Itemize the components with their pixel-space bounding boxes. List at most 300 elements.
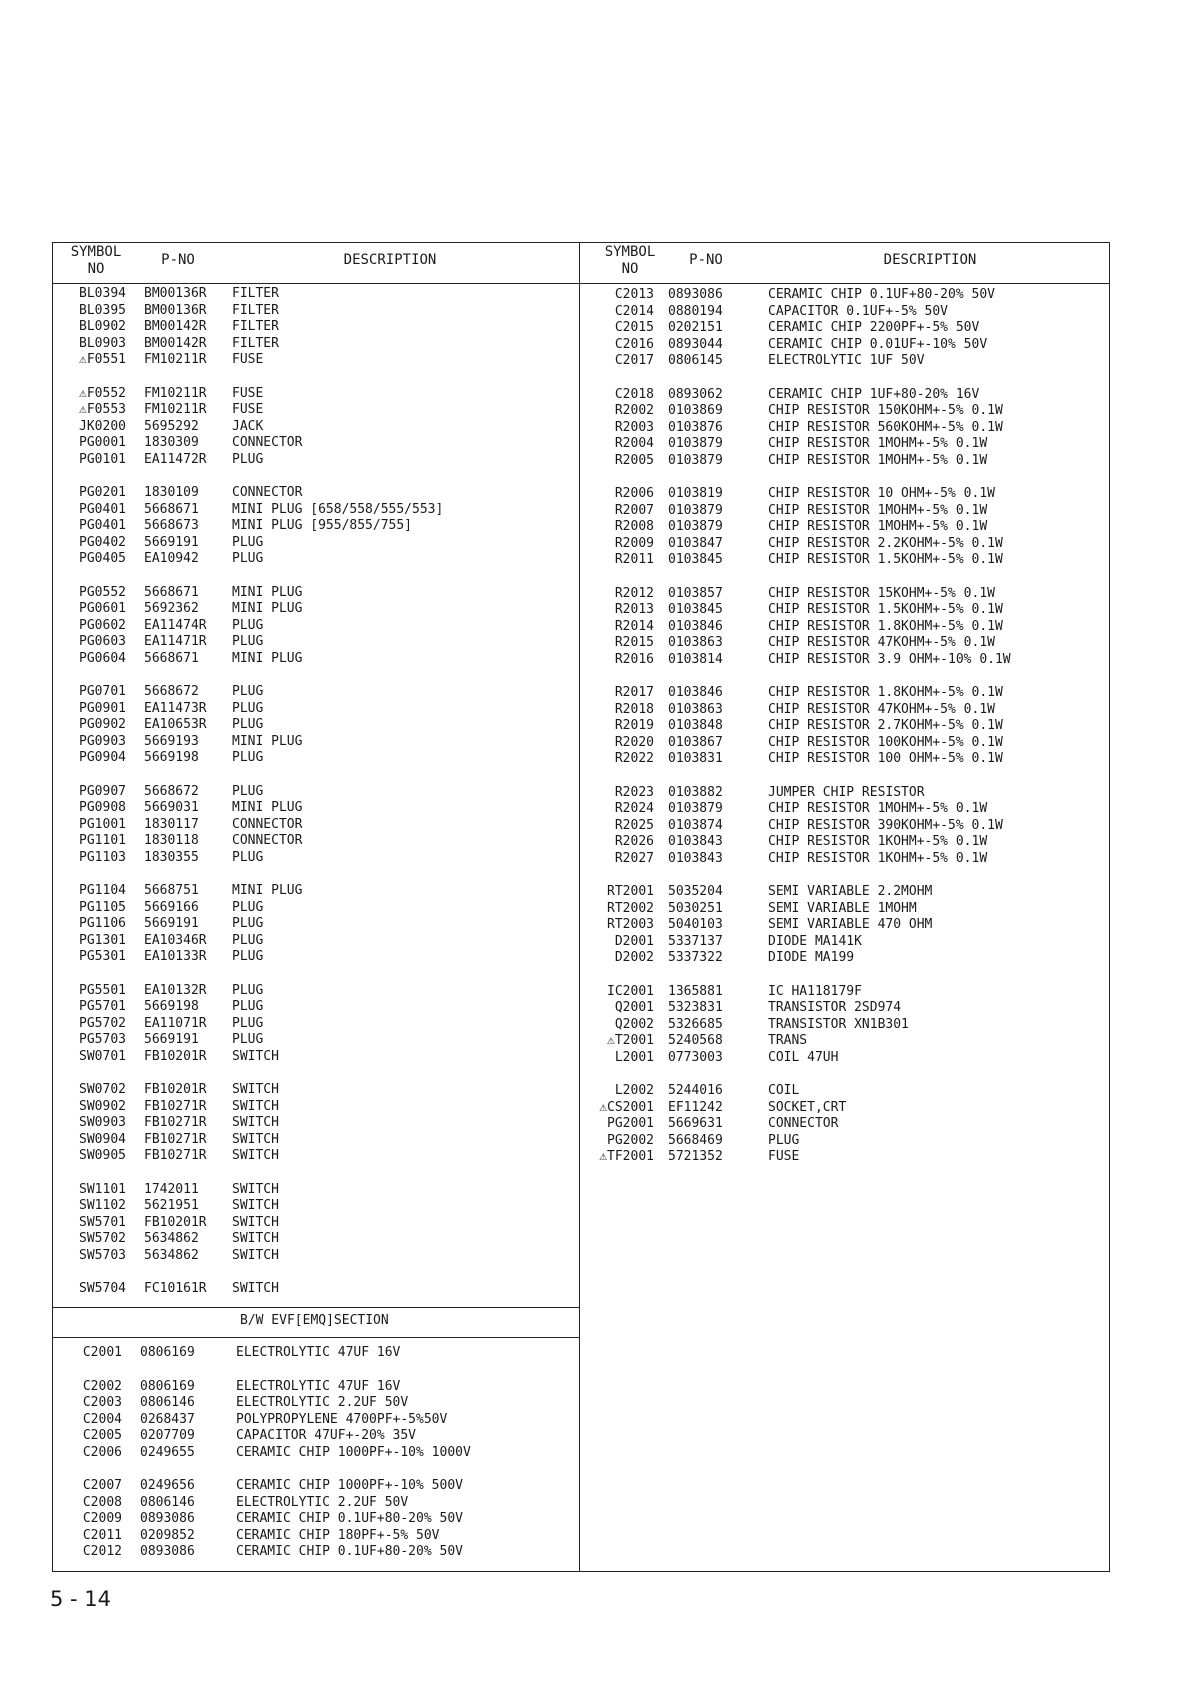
symbol-cell (56, 1248, 126, 1265)
symbol-no: C2003 (82, 1395, 122, 1410)
part-description: PLUG (232, 849, 264, 865)
part-row (56, 618, 576, 635)
part-number: FB10271R (144, 1148, 207, 1163)
part-row (56, 1148, 576, 1165)
left-header-description: DESCRIPTION (343, 252, 437, 268)
part-row (56, 1115, 576, 1132)
part-row (56, 452, 576, 469)
part-description: CAPACITOR 47UF+-20% 35V (236, 1428, 417, 1443)
part-number: 0893044 (668, 336, 723, 352)
symbol-cell (56, 386, 126, 403)
group-spacer (56, 866, 576, 883)
symbol-cell (584, 337, 654, 354)
part-row (56, 1198, 576, 1215)
symbol-no: R2026 (614, 834, 654, 849)
part-row (584, 436, 1104, 453)
symbol-cell (52, 1395, 122, 1412)
part-number: BM00142R (144, 335, 207, 351)
part-description: TRANSISTOR 2SD974 (768, 1000, 902, 1015)
part-row (584, 801, 1104, 818)
part-description: COIL (768, 1083, 800, 1098)
part-number: BM00136R (144, 302, 207, 318)
part-description: CHIP RESISTOR 2.2KOHM+-5% 0.1W (768, 535, 1003, 551)
symbol-no: CS2001 (607, 1099, 654, 1115)
part-description: FUSE (768, 1149, 800, 1164)
symbol-cell (56, 916, 126, 933)
symbol-cell (584, 287, 654, 304)
symbol-cell (56, 585, 126, 602)
part-row (56, 701, 576, 718)
symbol-cell (584, 851, 654, 868)
symbol-no: R2002 (614, 403, 654, 418)
part-description: MINI PLUG (232, 883, 303, 898)
part-number: 1742011 (144, 1181, 199, 1197)
part-row (56, 1445, 576, 1462)
part-row (56, 1049, 576, 1066)
part-description: CHIP RESISTOR 390KOHM+-5% 0.1W (768, 817, 1003, 833)
group-spacer (584, 569, 1104, 586)
part-row (584, 619, 1104, 636)
part-number: 0103879 (668, 801, 723, 816)
group-spacer (56, 1264, 576, 1281)
part-description: SWITCH (232, 1048, 279, 1064)
part-row (56, 1182, 576, 1199)
part-number: 0207709 (140, 1428, 195, 1443)
symbol-no: R2027 (614, 850, 654, 866)
symbol-no: R2005 (614, 452, 654, 468)
symbol-no: R2009 (614, 535, 654, 551)
symbol-no: R2024 (614, 801, 654, 816)
part-row (584, 635, 1104, 652)
part-row (56, 419, 576, 436)
symbol-no: SW5703 (79, 1247, 126, 1263)
part-description: IC HA118179F (768, 983, 862, 999)
part-number: 5634862 (144, 1231, 199, 1246)
part-description: PLUG (232, 932, 264, 948)
part-number: 0880194 (668, 303, 723, 319)
part-row (56, 900, 576, 917)
group-spacer (584, 469, 1104, 486)
symbol-no: R2022 (614, 751, 654, 766)
part-description: SEMI VARIABLE 1MOHM (768, 900, 917, 916)
part-row (56, 303, 576, 320)
part-description: TRANSISTOR XN1B301 (768, 1016, 909, 1032)
part-row (584, 685, 1104, 702)
symbol-no: R2008 (614, 519, 654, 534)
symbol-cell (584, 735, 654, 752)
part-number: 5669191 (144, 1032, 199, 1047)
part-number: 5695292 (144, 418, 199, 434)
part-description: ELECTROLYTIC 1UF 50V (768, 353, 925, 368)
part-row (584, 785, 1104, 802)
part-row (584, 702, 1104, 719)
part-row (56, 551, 576, 568)
part-description: CHIP RESISTOR 1MOHM+-5% 0.1W (768, 436, 988, 451)
part-description: PLUG (232, 634, 264, 649)
symbol-no: C2015 (614, 320, 654, 335)
part-number: 0893086 (140, 1544, 195, 1559)
part-row (56, 949, 576, 966)
part-row (56, 1379, 576, 1396)
part-description: MINI PLUG (232, 650, 303, 666)
part-row (584, 602, 1104, 619)
part-description: FILTER (232, 319, 279, 334)
part-row (584, 950, 1104, 967)
part-row (56, 1132, 576, 1149)
symbol-no: PG1101 (79, 833, 126, 848)
part-number: 5721352 (668, 1149, 723, 1164)
symbol-no: RT2001 (607, 884, 654, 899)
symbol-no: C2005 (82, 1428, 122, 1443)
symbol-no: PG0101 (79, 451, 126, 467)
symbol-cell (584, 917, 654, 934)
warning-triangle-icon: ⚠ (599, 1099, 608, 1115)
part-number: EA11471R (144, 634, 207, 649)
symbol-cell (52, 1412, 122, 1429)
part-number: FB10201R (144, 1048, 207, 1064)
group-spacer (584, 967, 1104, 984)
symbol-cell (56, 1115, 126, 1132)
part-number: 0806146 (140, 1395, 195, 1410)
symbol-no: C2016 (614, 336, 654, 352)
part-row (56, 817, 576, 834)
part-number: 0103879 (668, 452, 723, 468)
part-row (56, 585, 576, 602)
symbol-cell (56, 1198, 126, 1215)
symbol-no: PG0201 (79, 485, 126, 500)
part-number: 0103879 (668, 502, 723, 518)
symbol-no: SW5702 (79, 1231, 126, 1246)
part-number: FB10201R (144, 1082, 207, 1097)
symbol-cell (56, 1281, 126, 1298)
part-row (56, 750, 576, 767)
part-description: CONNECTOR (232, 485, 303, 500)
symbol-cell (52, 1511, 122, 1528)
part-number: 0103845 (668, 602, 723, 617)
symbol-cell (584, 387, 654, 404)
part-number: 0249656 (140, 1478, 195, 1493)
part-number: FB10201R (144, 1214, 207, 1230)
symbol-cell (56, 784, 126, 801)
symbol-cell (56, 336, 126, 353)
part-row (584, 353, 1104, 370)
group-spacer (56, 667, 576, 684)
part-row (584, 851, 1104, 868)
part-description: PLUG (232, 982, 264, 998)
symbol-no: R2023 (614, 784, 654, 800)
symbol-no: L2002 (614, 1083, 654, 1098)
part-number: 0806169 (140, 1345, 195, 1360)
part-row (56, 634, 576, 651)
part-description: CHIP RESISTOR 1.8KOHM+-5% 0.1W (768, 685, 1003, 700)
symbol-no: SW5701 (79, 1214, 126, 1230)
symbol-cell (56, 933, 126, 950)
part-description: CHIP RESISTOR 1.5KOHM+-5% 0.1W (768, 552, 1003, 567)
symbol-no: PG0701 (79, 684, 126, 699)
symbol-cell (584, 320, 654, 337)
symbol-cell (56, 949, 126, 966)
part-row (584, 453, 1104, 470)
left-header-pno: P-NO (161, 252, 195, 268)
part-number: 5669631 (668, 1116, 723, 1131)
part-number: 5669166 (144, 899, 199, 915)
group-spacer (584, 1066, 1104, 1083)
part-description: PLUG (232, 1032, 264, 1047)
symbol-cell (52, 1544, 122, 1561)
group-spacer (56, 1461, 576, 1478)
part-number: 5035204 (668, 884, 723, 899)
part-number: 1365881 (668, 983, 723, 999)
symbol-no: PG1103 (79, 849, 126, 865)
part-row (584, 586, 1104, 603)
part-row (584, 735, 1104, 752)
part-number: 1830117 (144, 816, 199, 832)
part-description: CERAMIC CHIP 180PF+-5% 50V (236, 1527, 440, 1543)
part-description: CHIP RESISTOR 1MOHM+-5% 0.1W (768, 452, 988, 468)
part-number: 5668671 (144, 650, 199, 666)
symbol-no: PG0602 (79, 617, 126, 633)
part-number: 5668672 (144, 684, 199, 699)
symbol-cell (584, 420, 654, 437)
symbol-no: RT2002 (607, 900, 654, 916)
right-header-description: DESCRIPTION (883, 252, 977, 268)
warning-triangle-icon: ⚠ (79, 352, 87, 367)
group-spacer (56, 966, 576, 983)
part-row (584, 420, 1104, 437)
symbol-cell (584, 785, 654, 802)
symbol-cell (584, 586, 654, 603)
part-row (56, 1495, 576, 1512)
symbol-no: SW0702 (79, 1082, 126, 1097)
part-row (584, 536, 1104, 553)
part-row (56, 386, 576, 403)
symbol-no: R2025 (614, 817, 654, 833)
part-description: SWITCH (232, 1082, 279, 1097)
symbol-cell (56, 1032, 126, 1049)
part-row (56, 983, 576, 1000)
part-description: CERAMIC CHIP 0.01UF+-10% 50V (768, 336, 988, 352)
part-number: 0202151 (668, 320, 723, 335)
symbol-cell (584, 436, 654, 453)
symbol-cell (56, 435, 126, 452)
symbol-cell (584, 304, 654, 321)
symbol-cell (56, 717, 126, 734)
part-row (584, 901, 1104, 918)
part-description: PLUG (232, 783, 264, 799)
part-row (56, 1016, 576, 1033)
part-description: CHIP RESISTOR 1.5KOHM+-5% 0.1W (768, 602, 1003, 617)
part-number: EF11242 (668, 1099, 723, 1115)
symbol-no: R2016 (614, 651, 654, 667)
part-number: 0103845 (668, 552, 723, 567)
part-description: SWITCH (232, 1231, 279, 1246)
symbol-cell (584, 403, 654, 420)
symbol-no: PG0604 (79, 650, 126, 666)
part-description: CHIP RESISTOR 100KOHM+-5% 0.1W (768, 734, 1003, 750)
part-description: SWITCH (232, 1247, 279, 1263)
part-description: PLUG (232, 999, 264, 1014)
part-row (56, 1528, 576, 1545)
part-description: FUSE (232, 402, 264, 417)
symbol-no: PG2001 (607, 1116, 654, 1131)
symbol-no: PG2002 (607, 1132, 654, 1148)
symbol-cell (584, 1000, 654, 1017)
group-spacer (56, 369, 576, 386)
part-description: MINI PLUG [658/558/555/553] (232, 501, 444, 517)
part-row (56, 734, 576, 751)
symbol-no: PG1106 (79, 916, 126, 931)
part-description: PLUG (232, 617, 264, 633)
part-description: SOCKET,CRT (768, 1099, 847, 1115)
symbol-cell (52, 1379, 122, 1396)
part-number: 0103876 (668, 419, 723, 435)
section-title: B/W EVF[EMQ]SECTION (240, 1313, 389, 1328)
symbol-no: Q2002 (614, 1016, 654, 1032)
part-description: CHIP RESISTOR 3.9 OHM+-10% 0.1W (768, 651, 1011, 667)
part-number: 0773003 (668, 1049, 723, 1065)
part-description: COIL 47UH (768, 1049, 839, 1065)
symbol-cell (56, 601, 126, 618)
group-spacer (584, 668, 1104, 685)
part-number: 5669031 (144, 800, 199, 815)
part-number: 5669198 (144, 999, 199, 1014)
part-row (584, 1133, 1104, 1150)
symbol-no: C2011 (82, 1527, 122, 1543)
symbol-no: R2019 (614, 718, 654, 733)
symbol-cell (56, 319, 126, 336)
part-number: 5634862 (144, 1247, 199, 1263)
symbol-no: C2004 (82, 1411, 122, 1427)
symbol-no: SW1101 (79, 1181, 126, 1197)
part-row (56, 1395, 576, 1412)
symbol-no: D2002 (614, 950, 654, 965)
symbol-cell (56, 833, 126, 850)
part-description: MINI PLUG (232, 584, 303, 600)
symbol-no: PG0401 (79, 518, 126, 533)
symbol-no: R2012 (614, 585, 654, 601)
symbol-cell (584, 1116, 654, 1133)
part-row (584, 718, 1104, 735)
part-description: MINI PLUG (232, 733, 303, 749)
part-row (56, 1032, 576, 1049)
part-description: ELECTROLYTIC 47UF 16V (236, 1345, 401, 1360)
part-number: EA11474R (144, 617, 207, 633)
part-description: CHIP RESISTOR 1.8KOHM+-5% 0.1W (768, 618, 1003, 634)
part-row (56, 717, 576, 734)
symbol-cell (56, 1215, 126, 1232)
symbol-cell (584, 984, 654, 1001)
page-number: 5 - 14 (50, 1587, 112, 1611)
part-number: 5692362 (144, 601, 199, 616)
symbol-no: PG0902 (79, 717, 126, 732)
group-spacer (56, 1065, 576, 1082)
part-number: 5668673 (144, 518, 199, 533)
symbol-cell (56, 800, 126, 817)
symbol-no: SW0905 (79, 1148, 126, 1163)
part-number: 5669191 (144, 916, 199, 931)
part-number: 5326685 (668, 1016, 723, 1032)
group-spacer (56, 1362, 576, 1379)
part-number: 0893062 (668, 386, 723, 402)
part-number: EA10653R (144, 717, 207, 732)
symbol-no: JK0200 (79, 418, 126, 434)
warning-triangle-icon: ⚠ (607, 1033, 615, 1048)
symbol-cell (584, 685, 654, 702)
symbol-cell (584, 818, 654, 835)
part-number: FC10161R (144, 1281, 207, 1296)
warning-triangle-icon: ⚠ (599, 1149, 608, 1164)
section-rule-bottom (52, 1337, 579, 1338)
part-description: PLUG (232, 700, 264, 716)
right-header-symbol: SYMBOL NO (604, 244, 656, 277)
part-row (56, 1345, 576, 1362)
symbol-no: SW0903 (79, 1115, 126, 1130)
part-row (56, 485, 576, 502)
symbol-cell (56, 750, 126, 767)
group-spacer (584, 867, 1104, 884)
part-number: 1830355 (144, 849, 199, 865)
symbol-cell (584, 934, 654, 951)
part-number: 0103846 (668, 618, 723, 634)
symbol-no: PG0601 (79, 601, 126, 616)
part-description: FILTER (232, 302, 279, 318)
part-row (584, 751, 1104, 768)
part-row (56, 1215, 576, 1232)
part-row (584, 1100, 1104, 1117)
symbol-cell (584, 552, 654, 569)
part-description: PLUG (232, 949, 264, 964)
symbol-no: R2011 (614, 552, 654, 567)
part-description: CERAMIC CHIP 0.1UF+80-20% 50V (236, 1511, 463, 1526)
symbol-no: PG1105 (79, 899, 126, 915)
evf-section-parts-column (56, 1345, 576, 1561)
part-description: CHIP RESISTOR 1KOHM+-5% 0.1W (768, 850, 988, 866)
symbol-no: C2009 (82, 1511, 122, 1526)
symbol-cell (52, 1428, 122, 1445)
part-description: CHIP RESISTOR 2.7KOHM+-5% 0.1W (768, 718, 1003, 733)
symbol-no: R2003 (614, 419, 654, 435)
symbol-cell (56, 502, 126, 519)
part-description: PLUG (232, 916, 264, 931)
part-number: 0268437 (140, 1411, 195, 1427)
symbol-cell (56, 701, 126, 718)
part-number: EA10942 (144, 551, 199, 566)
part-row (56, 1248, 576, 1265)
symbol-no: PG5701 (79, 999, 126, 1014)
part-number: EA10133R (144, 949, 207, 964)
part-description: MINI PLUG (232, 800, 303, 815)
part-description: SWITCH (232, 1131, 279, 1147)
part-number: 5240568 (668, 1033, 723, 1048)
symbol-cell (584, 702, 654, 719)
symbol-no: C2012 (82, 1544, 122, 1559)
symbol-cell (56, 1231, 126, 1248)
part-number: FB10271R (144, 1098, 207, 1114)
symbol-no: T2001 (614, 1033, 654, 1048)
part-row (584, 1116, 1104, 1133)
part-description: CERAMIC CHIP 2200PF+-5% 50V (768, 320, 980, 335)
symbol-cell (56, 817, 126, 834)
part-description: PLUG (232, 534, 264, 550)
part-row (56, 286, 576, 303)
symbol-cell (56, 1148, 126, 1165)
part-row (56, 933, 576, 950)
symbol-no: RT2003 (607, 917, 654, 932)
symbol-no: C2006 (82, 1444, 122, 1460)
header-rule (52, 283, 1110, 284)
symbol-no: D2001 (614, 933, 654, 949)
symbol-cell (52, 1445, 122, 1462)
